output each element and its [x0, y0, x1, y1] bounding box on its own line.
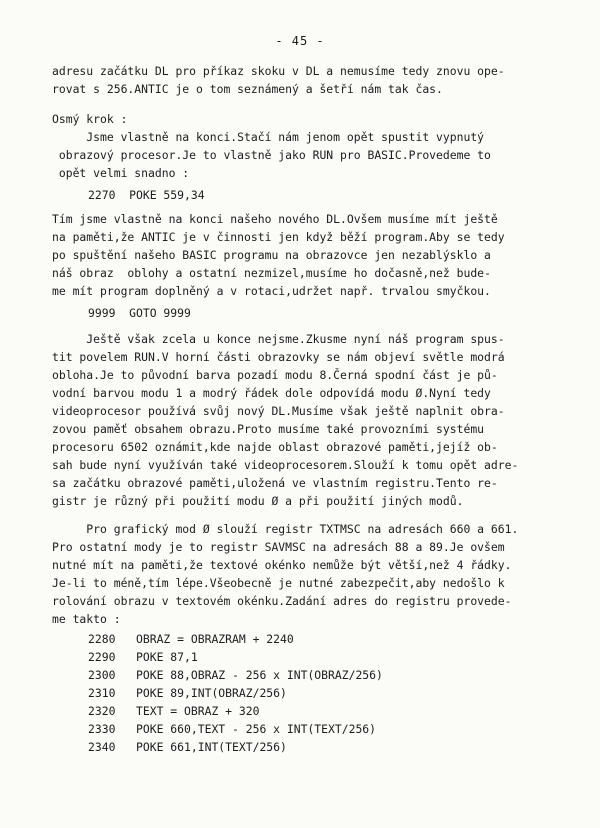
- paragraph-4: Ještě však zcela u konce nejsme.Zkusme nyní náš program spus- tit povelem RUN.V horní části obrazovky se nám objeví světle modrá obloha.Je to původní barva pozadí modu 8.Černá spodní část je pů- vodní barvou modu 1 a modrý řádek dole odpovídá modu Ø.Nyní tedy videoprocesor používá svůj nový DL.Musíme však ještě naplnit obra- zovou paměť obsahem obrazu.Proto musíme také provozními systému procesoru 6502 oznámit,kde najde oblast obrazové paměti,jejíž ob- sah bude nyní využíván také videoprocesorem.Slouží k tomu opět adre- sa začátku obrazové paměti,uložená ve vlastním registru.Tento re- gistr je různý při použití modu Ø a při použití jiných modů.: [52, 332, 519, 508]
- code-block-registers: 2280 OBRAZ = OBRAZRAM + 2240 2290 POKE 87,1 2300 POKE 88,OBRAZ - 256 x INT(OBRAZ/256) 2310 POKE 89,INT(OBRAZ/256) 2320 TEXT = OBRAZ + 320 2330 POKE 660,TEXT - 256 x INT(TEXT/256) 2340 POKE 661,INT(TEXT/256): [88, 632, 383, 754]
- code-line-9999: 9999 GOTO 9999: [88, 306, 191, 320]
- paragraph-5: Pro grafický mod Ø slouží registr TXTMSC na adresách 660 a 661. Pro ostatní mody je to registr SAVMSC na adresách 88 a 89.Je ovšem nutné mít na paměti,že textové okénko nemůže být větší,než 4 řádky. Je-li to méně,tím lépe.Všeobecně je nutné zabezpečit,aby nedošlo k rolování obrazu v textovém okénku.Zadání adres do registru provede- me takto :: [52, 522, 519, 626]
- paragraph-3: Tím jsme vlastně na konci našeho nového DL.Ovšem musíme mít ještě na paměti,že ANTIC je v činnosti jen když běží program.Aby se tedy po spuštění našeho BASIC programu na obrazovce jen nezablýsklo a náš obraz oblohy a ostatní nezmizel,musíme ho dočasně,než bude- me mít program doplněný a v rotaci,udržet např. trvalou smyčkou.: [52, 212, 505, 298]
- paragraph-2: Jsme vlastně na konci.Stačí nám jenom opět spustit vypnutý obrazový procesor.Je to vlastně jako RUN pro BASIC.Provedeme to opět velmi snadno :: [58, 130, 491, 180]
- page-number: - 45 -: [275, 34, 325, 48]
- section-heading: Osmý krok :: [52, 112, 128, 126]
- code-line-2270: 2270 POKE 559,34: [88, 188, 205, 202]
- paragraph-1: adresu začátku DL pro příkaz skoku v DL a nemusíme tedy znovu ope- rovat s 256.ANTIC je o tom seznámený a šetří nám tak čas.: [52, 64, 505, 96]
